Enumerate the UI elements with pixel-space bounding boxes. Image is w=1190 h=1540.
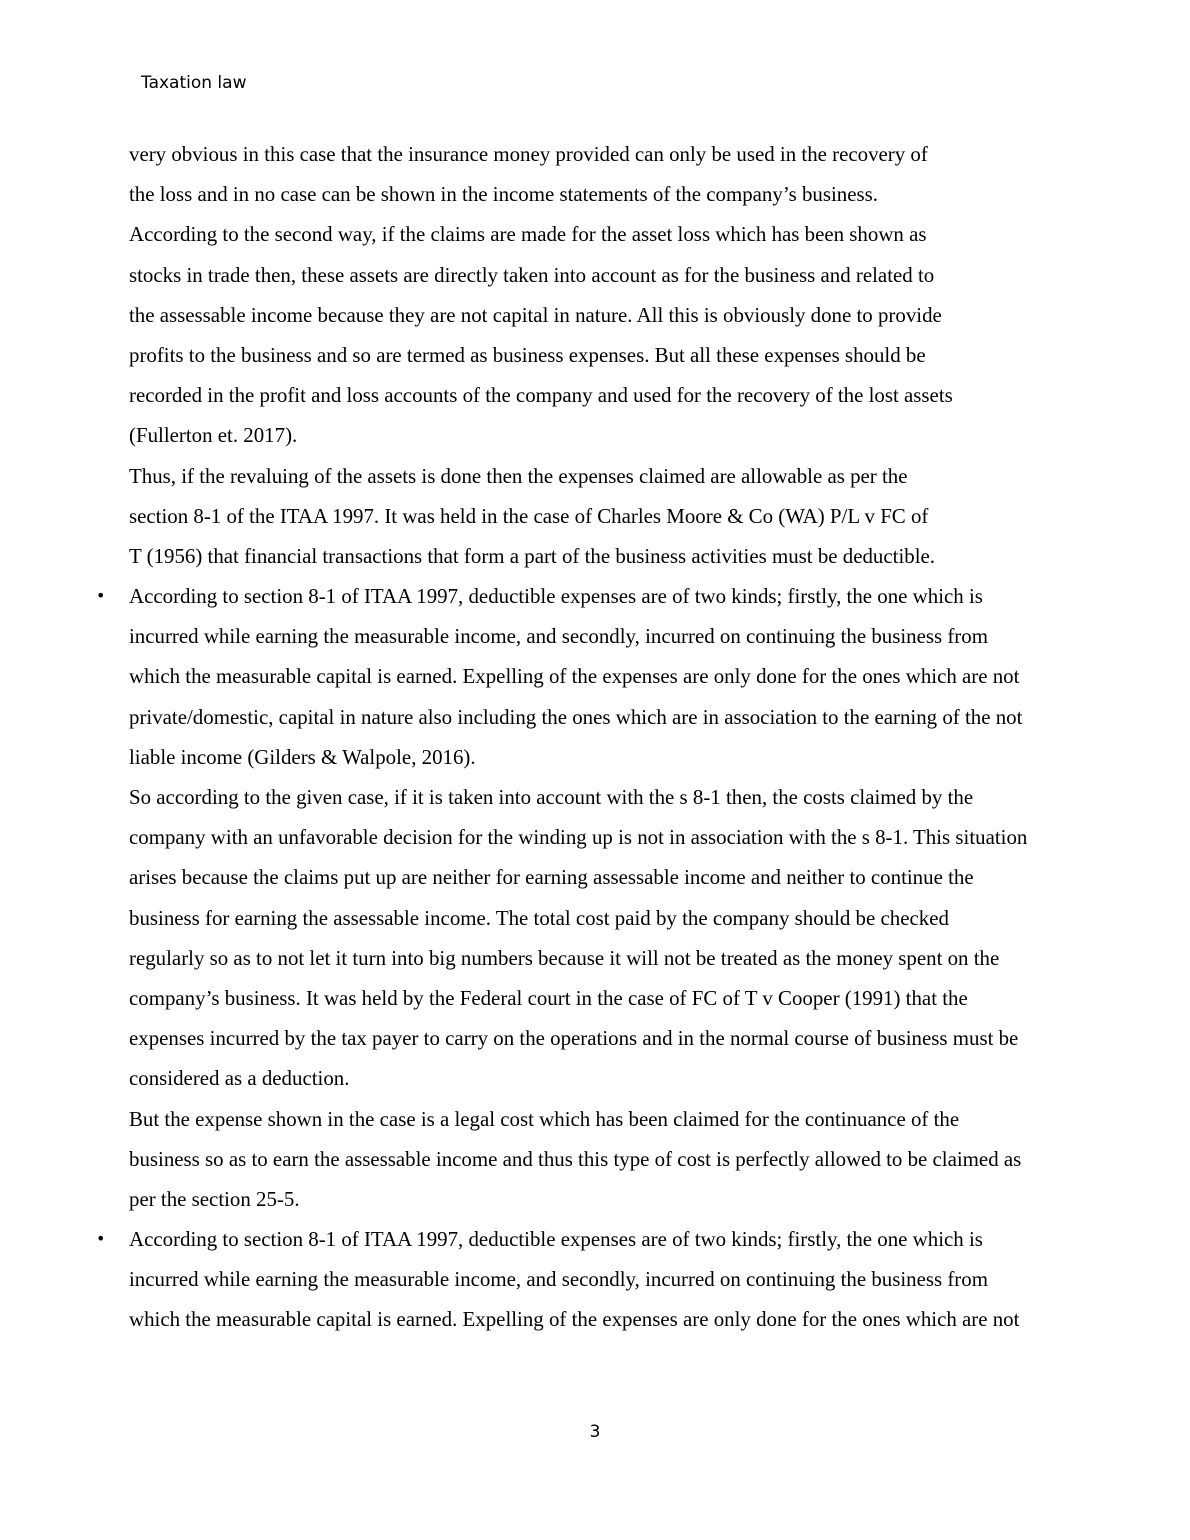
text-line: profits to the business and so are termed as business expenses. But all these expenses should be <box>129 342 926 367</box>
text-line: the assessable income because they are not capital in nature. All this is obviously done to provide <box>129 302 942 327</box>
text-line: stocks in trade then, these assets are directly taken into account as for the business and related to <box>129 262 935 287</box>
bullet-line <box>96 576 1149 616</box>
text-line: company with an unfavorable decision for the winding up is not in association with the s 8-1. This situation <box>129 825 1028 850</box>
text-line: company’s business. It was held by the Federal court in the case of FC of T v Cooper (1991) that the <box>129 985 968 1010</box>
text-line: which the measurable capital is earned. Expelling of the expenses are only done for the ones which are not <box>129 1307 1020 1332</box>
text-line: the loss and in no case can be shown in the income statements of the company’s business. <box>129 182 879 207</box>
text-line: private/domestic, capital in nature also including the ones which are in association to the earning of the not <box>129 704 1023 729</box>
page-header-title: Taxation law <box>141 73 247 93</box>
text-line: incurred while earning the measurable income, and secondly, incurred on continuing the business from <box>129 1267 988 1292</box>
text-line: T (1956) that financial transactions that form a part of the business activities must be deductible. <box>129 543 936 568</box>
text-line: So according to the given case, if it is taken into account with the s 8-1 then, the costs claimed by the <box>129 785 974 809</box>
text-line: liable income (Gilders & Walpole, 2016). <box>129 744 476 769</box>
text-line: very obvious in this case that the insurance money provided can only be used in the recovery of <box>129 142 928 166</box>
text-line: But the expense shown in the case is a legal cost which has been claimed for the continuance of the <box>129 1106 960 1131</box>
text-line: (Fullerton et. 2017). <box>129 423 298 448</box>
text-line: According to the second way, if the claims are made for the asset loss which has been shown as <box>129 222 927 247</box>
text-line: which the measurable capital is earned. Expelling of the expenses are only done for the ones which are not <box>129 664 1020 689</box>
text-line: According to section 8-1 of ITAA 1997, deductible expenses are of two kinds; firstly, the one which is <box>129 584 983 609</box>
text-line: Thus, if the revaluing of the assets is done then the expenses claimed are allowable as per the <box>129 463 908 488</box>
text-line: recorded in the profit and loss accounts of the company and used for the recovery of the lost assets <box>129 383 953 408</box>
text-line: According to section 8-1 of ITAA 1997, deductible expenses are of two kinds; firstly, the one which is <box>129 1227 983 1252</box>
page-number: 3 <box>589 1422 601 1442</box>
text-line: incurred while earning the measurable income, and secondly, incurred on continuing the business from <box>129 624 988 649</box>
document-body <box>96 134 1149 1340</box>
text-line: considered as a deduction. <box>129 1066 350 1091</box>
text-line: section 8-1 of the ITAA 1997. It was held in the case of Charles Moore & Co (WA) P/L v FC of <box>129 503 929 528</box>
text-line: expenses incurred by the tax payer to carry on the operations and in the normal course of business must be <box>129 1026 1019 1051</box>
text-line: per the section 25-5. <box>129 1186 300 1211</box>
bullet-icon: • <box>96 1229 106 1249</box>
text-line: arises because the claims put up are neither for earning assessable income and neither to continue the <box>129 865 974 890</box>
text-line: regularly so as to not let it turn into big numbers because it will not be treated as the money spent on the <box>129 945 1000 970</box>
text-line: business so as to earn the assessable income and thus this type of cost is perfectly allowed to be claimed as <box>129 1146 1022 1171</box>
bullet-icon: • <box>96 586 106 606</box>
bullet-line <box>96 1219 1149 1259</box>
text-line: business for earning the assessable income. The total cost paid by the company should be checked <box>129 905 949 930</box>
